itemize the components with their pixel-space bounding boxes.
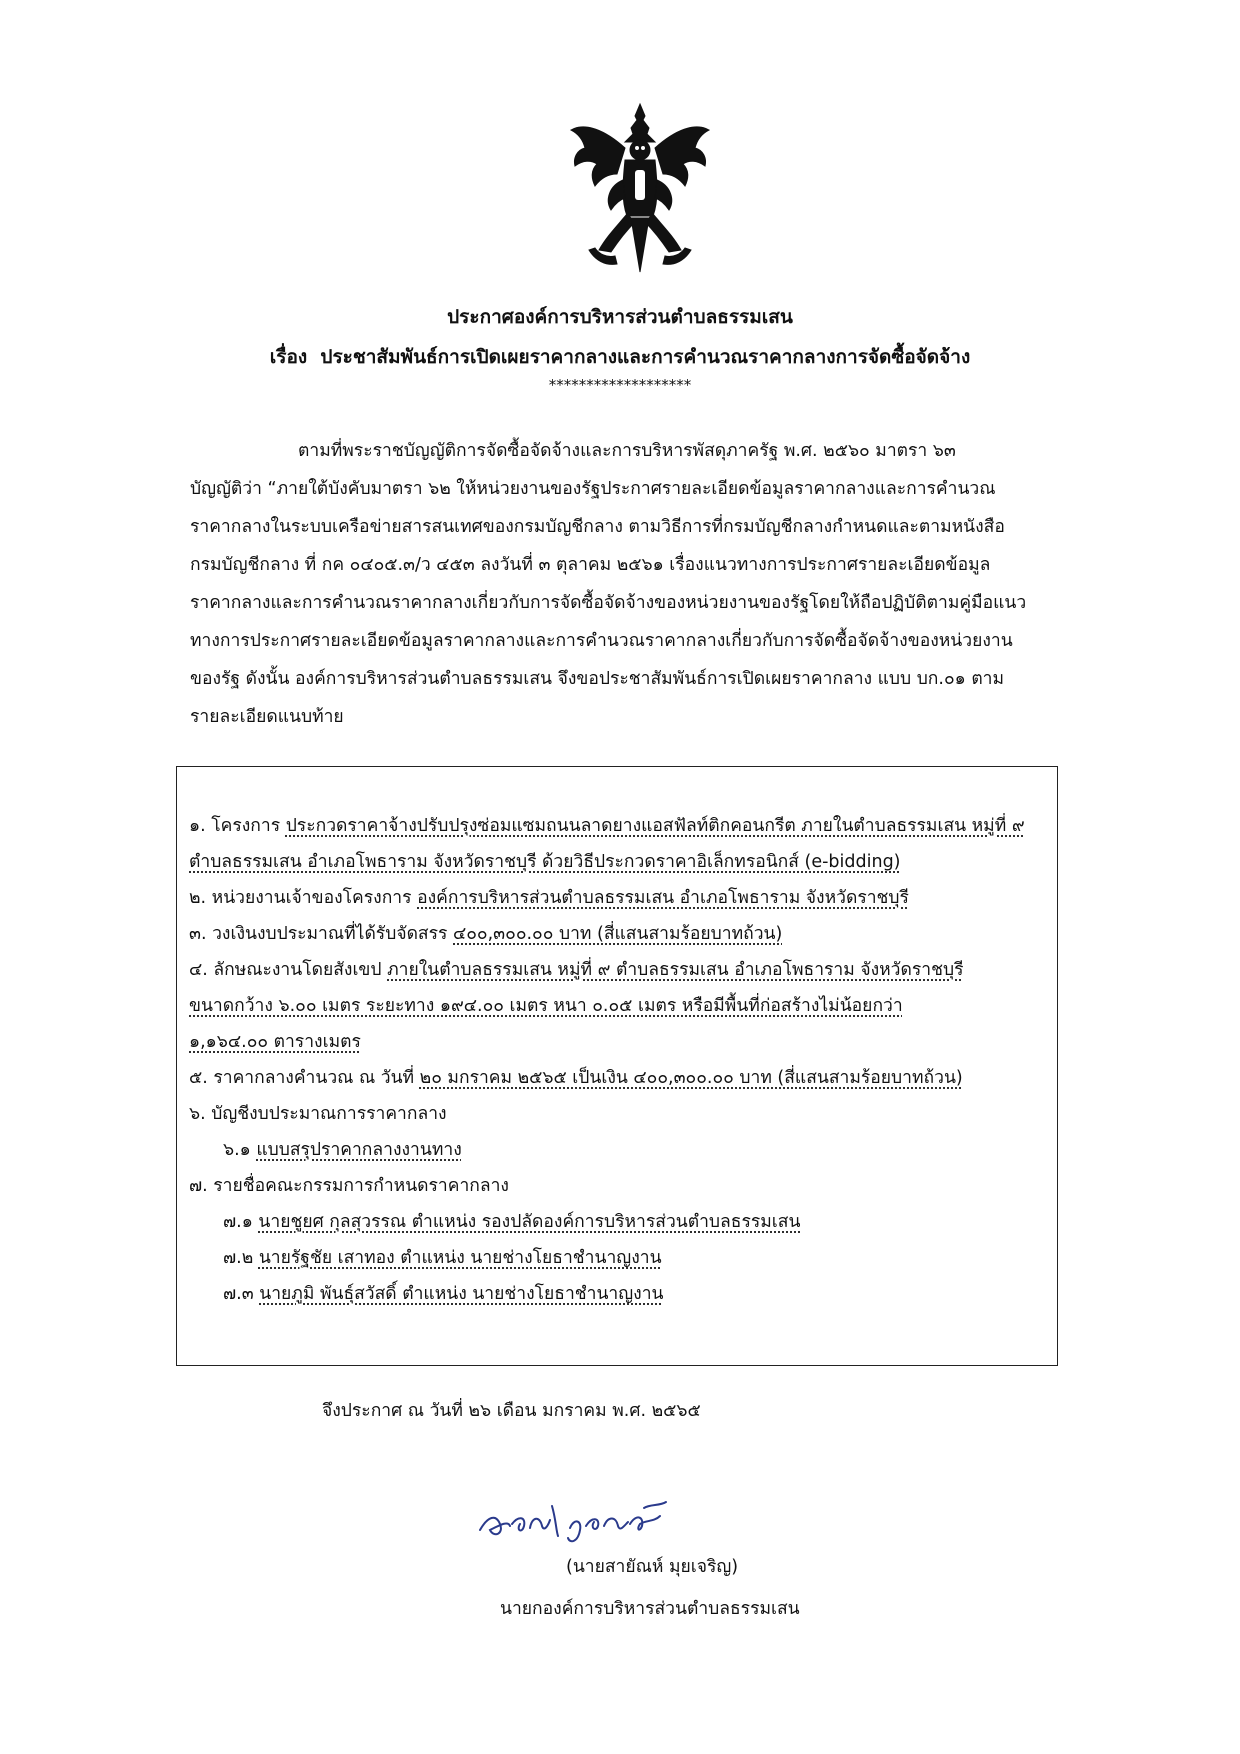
announcement-title: ประกาศองค์การบริหารส่วนตำบลธรรมเสน [447,306,793,328]
item-work-summary-value: ภายในตำบลธรรมเสน หมู่ที่ ๙ ตำบลธรรมเสน อำเภอโพธาราม จังหวัดราชบุรี [387,960,964,980]
announcement-date: จึงประกาศ ณ วันที่ ๒๖ เดือน มกราคม พ.ศ. ๒๕๖๕ [322,1401,701,1421]
subject-text: ประชาสัมพันธ์การเปิดเผยราคากลางและการคำนวณราคากลางการจัดซื้อจัดจ้าง [320,346,971,368]
garuda-emblem-icon [565,100,715,280]
item-work-summary-area [189,1027,361,1055]
item-agency [189,883,909,911]
body-paragraph [190,432,1070,736]
item-median-price-label: ๕. ราคากลางคำนวณ ณ วันที่ [189,1068,415,1088]
body-line: รายละเอียดแนบท้าย [190,707,344,727]
announcement-subject [0,342,1240,372]
item-budget-account-sub [223,1135,462,1163]
body-line: กรมบัญชีกลาง ที่ กค ๐๔๐๕.๓/ว ๔๕๓ ลงวันที่ ๓ ตุลาคม ๒๕๖๑ เรื่องแนวทางการประกาศรายละเอียดข้อมูล [190,555,991,575]
committee-member-text: นายรัฐชัย เสาทอง ตำแหน่ง นายช่างโยธาชำนาญงาน [258,1248,662,1268]
item-work-summary-label: ๔. ลักษณะงานโดยสังเขป [189,960,382,980]
handwritten-signature-icon [474,1486,704,1546]
body-line: ตามที่พระราชบัญญัติการจัดซื้อจัดจ้างและการบริหารพัสดุภาครัฐ พ.ศ. ๒๕๖๐ มาตรา ๖๓ [298,441,956,461]
item-project-value: ประกวดราคาจ้างปรับปรุงซ่อมแซมถนนลาดยางแอสฟัลท์ติกคอนกรีต ภายในตำบลธรรมเสน หมู่ที่ ๙ [285,816,1025,836]
item-budget-account [189,1099,447,1127]
committee-member-number: ๗.๑ [223,1212,253,1232]
item-committee [189,1171,509,1199]
committee-member-text: นายภูมิ พันธุ์สวัสดิ์ ตำแหน่ง นายช่างโยธาชำนาญงาน [259,1284,664,1304]
item-project-label: ๑. โครงการ [189,816,281,836]
item-agency-label: ๒. หน่วยงานเจ้าของโครงการ [189,888,412,908]
subject-label: เรื่อง [269,346,308,368]
item-project [189,811,1025,839]
title-separator: ******************* [548,376,692,394]
committee-member-text: นายชูยศ กุลสุวรรณ ตำแหน่ง รองปลัดองค์การบริหารส่วนตำบลธรรมเสน [258,1212,801,1232]
signer-name: (นายสายัณห์ มุยเจริญ) [566,1557,739,1577]
item-median-price [189,1063,963,1091]
committee-member-number: ๗.๓ [223,1284,254,1304]
signer-position: นายกองค์การบริหารส่วนตำบลธรรมเสน [500,1599,800,1619]
body-line: บัญญัติว่า “ภายใต้บังคับมาตรา ๖๒ ให้หน่วยงานของรัฐประกาศรายละเอียดข้อมูลราคากลางและการคำนวณ [190,479,996,499]
committee-member-number: ๗.๒ [223,1248,254,1268]
committee-member [223,1207,800,1235]
project-details-box [176,766,1058,1366]
committee-member [223,1279,664,1307]
item-project-value-continued: ตำบลธรรมเสน อำเภอโพธาราม จังหวัดราชบุรี ด้วยวิธีประกวดราคาอิเล็กทรอนิกส์ (e-bidding) [189,852,901,872]
item-budget [189,919,782,947]
item-budget-account-sub-value: แบบสรุปราคากลางงานทาง [256,1140,462,1160]
item-median-price-value: ๒๐ มกราคม ๒๕๖๕ เป็นเงิน ๔๐๐,๓๐๐.๐๐ บาท (สี่แสนสามร้อยบาทถ้วน) [419,1068,963,1088]
item-project-continued [189,847,901,875]
item-work-summary-area-value: ๑,๑๖๔.๐๐ ตารางเมตร [189,1032,361,1052]
item-work-summary-size: ขนาดกว้าง ๖.๐๐ เมตร ระยะทาง ๑๙๔.๐๐ เมตร หนา ๐.๐๕ เมตร หรือมีพื้นที่ก่อสร้างไม่น้อยกว่า [189,996,903,1016]
body-line: ราคากลางและการคำนวณราคากลางเกี่ยวกับการจัดซื้อจัดจ้างของหน่วยงานของรัฐโดยให้ถือปฏิบัติตามคู่มือแนว [190,593,1027,613]
item-work-summary [189,955,963,983]
item-work-summary-continued [189,991,903,1019]
item-budget-account-label: ๖. บัญชีงบประมาณการราคากลาง [189,1104,447,1124]
body-line: ทางการประกาศรายละเอียดข้อมูลราคากลางและการคำนวณราคากลางเกี่ยวกับการจัดซื้อจัดจ้างของหน่วยงาน [190,631,1013,651]
body-line: ราคากลางในระบบเครือข่ายสารสนเทศของกรมบัญชีกลาง ตามวิธีการที่กรมบัญชีกลางกำหนดและตามหนังสือ [190,517,1005,537]
committee-member [223,1243,662,1271]
item-budget-account-sub-number: ๖.๑ [223,1140,251,1160]
item-budget-value: ๔๐๐,๓๐๐.๐๐ บาท (สี่แสนสามร้อยบาทถ้วน) [453,924,783,944]
item-agency-value: องค์การบริหารส่วนตำบลธรรมเสน อำเภอโพธาราม จังหวัดราชบุรี [417,888,909,908]
item-committee-label: ๗. รายชื่อคณะกรรมการกำหนดราคากลาง [189,1176,509,1196]
body-line: ของรัฐ ดังนั้น องค์การบริหารส่วนตำบลธรรมเสน จึงขอประชาสัมพันธ์การเปิดเผยราคากลาง แบบ บก.๐๑ ตาม [190,669,1005,689]
item-budget-label: ๓. วงเงินงบประมาณที่ได้รับจัดสรร [189,924,448,944]
